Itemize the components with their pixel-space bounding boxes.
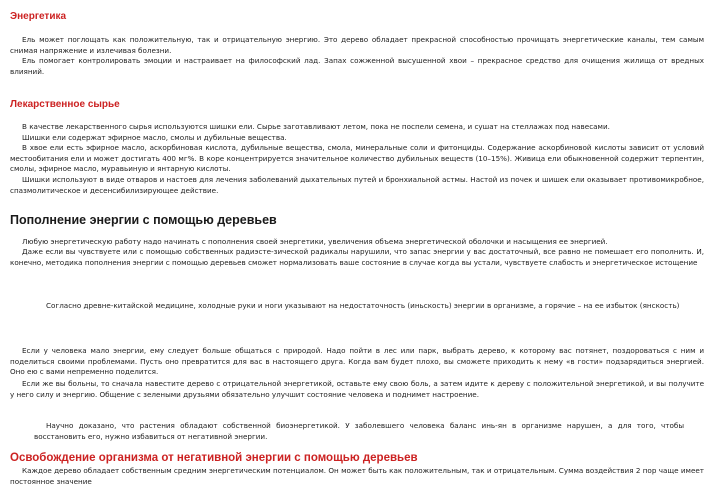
- heading-release: Освобождение организма от негативной энергии с помощью деревьев: [10, 452, 418, 464]
- heading-replenish: Пополнение энергии с помощью деревьев: [10, 213, 277, 227]
- paragraph-release-1: Каждое дерево обладает собственным средним энергетическим потенциалом. Он может быть как положительным, так и отрицательным. Сумма воздействия 2 пор чаще имеет постоянное значение: [10, 466, 704, 486]
- paragraph-replenish-3: Если у человека мало энергии, ему следует больше общаться с природой. Надо пойти в лес или парк, выбрать дерево, к которому вас потянет, поздороваться с ним и поделиться своими проблемами. Пусть оно превратится для вас в настоящего друга. Когда вам будет плохо, вы сможете приходить к нему «в гости» подзарядиться энергией. Оно ею с вами непременно поделится.: [10, 346, 704, 377]
- paragraph-energy-2: Ель помогает контролировать эмоции и настраивает на философский лад. Запах сожженной высушенной хвои – прекрасное средство для очищения жилища от вредных влияний.: [10, 56, 704, 76]
- quote-bioenergy: Научно доказано, что растения обладают собственной биоэнергетикой. У заболевшего человека баланс инь-ян в организме нарушен, а для того, чтобы восстановить его, нужно избавиться от негативной энергии.: [34, 421, 684, 441]
- heading-medicinal: Лекарственное сырье: [10, 99, 120, 110]
- paragraph-medicinal-3: В хвое ели есть эфирное масло, аскорбиновая кислота, дубильные вещества, смола, минеральные соли и фитонциды. Содержание аскорбиновой кислоты зависит от условий местообитания ели и может достигать 400 мг%. В коре концентрируется значительное количество дубильных веществ (10–15%). Живица ели обыкновенной содержит терпентин, смолы, эфирное масло, муравьиную и янтарную кислоты.: [10, 143, 704, 174]
- paragraph-replenish-1: Любую энергетическую работу надо начинать с пополнения своей энергетики, увеличения объема энергетической оболочки и насыщения ее энергией.: [22, 237, 608, 246]
- paragraph-replenish-4: Если же вы больны, то сначала навестите дерево с отрицательной энергетикой, оставьте ему свою боль, а затем идите к дереву с положительной энергетикой, и вы получите у него силу и энергию. Общение с зелеными друзьями обязательно улучшит состояние человека и поднимет настроение.: [10, 379, 704, 399]
- heading-energy: Энергетика: [10, 11, 67, 22]
- paragraph-energy-1: Ель может поглощать как положительную, так и отрицательную энергию. Это дерево обладает прекрасной способностью прочищать энергетические каналы, тем самым снимая напряжение и излечивая болезни.: [10, 35, 704, 55]
- paragraph-medicinal-1: В качестве лекарственного сырья используются шишки ели. Сырье заготавливают летом, пока не поспели семена, и сушат на стеллажах под навесами.: [22, 122, 610, 131]
- paragraph-medicinal-4: Шишки используют в виде отваров и настоев для лечения заболеваний дыхательных путей и бронхиальной астмы. Настой из почек и шишек ели оказывает противомикробное, спазмолитическое и десенсибилизирующее действие.: [10, 175, 704, 195]
- paragraph-replenish-2: Даже если вы чувствуете или с помощью собственных радиэсте-зической радикалы нарушили, что запас энергии у вас достаточный, все равно не помешает его пополнить. И, конечно, методика пополнения энергии с помощью деревьев сможет нормализовать ваше состояние в случае когда вы устали, чувствуете слабость и энергетическое истощение: [10, 247, 704, 267]
- quote-chinese-medicine: Согласно древне-китайской медицине, холодные руки и ноги указывают на недостаточность (иньскость) энергии в организме, а горячие – на ее избыток (янскость): [46, 301, 680, 310]
- paragraph-medicinal-2: Шишки ели содержат эфирное масло, смолы и дубильные вещества.: [22, 133, 287, 142]
